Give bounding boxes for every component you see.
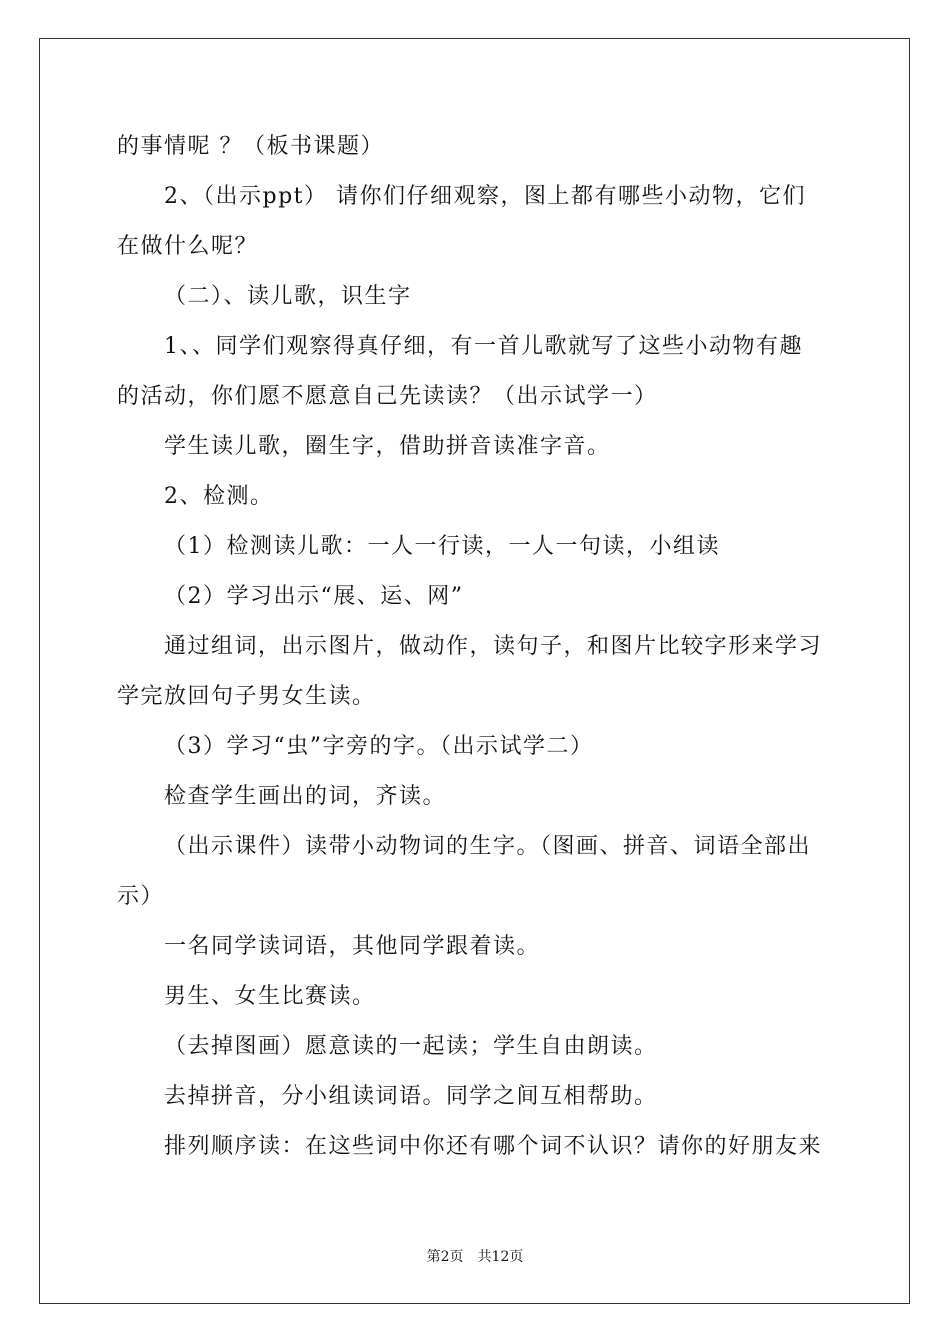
document-body	[117, 122, 837, 1172]
text-line: 的活动，你们愿不愿意自己先读读？（出示试学一）	[117, 384, 658, 409]
page-number-footer: 第2页 共12页	[426, 1249, 524, 1265]
text-line: （二）、读儿歌，识生字	[164, 284, 412, 309]
text-line: 学生读儿歌，圈生字，借助拼音读准字音。	[164, 434, 611, 459]
text-line: 的事情呢 ？（板书课题）	[117, 134, 384, 159]
text-line: 排列顺序读：在这些词中你还有哪个词不认识？请你的好朋友来	[164, 1134, 823, 1159]
text-line: 一名同学读词语，其他同学跟着读。	[164, 934, 541, 959]
text-line: 通过组词，出示图片，做动作，读句子，和图片比较字形来学习	[164, 634, 823, 659]
text-line: 检查学生画出的词，齐读。	[164, 784, 447, 809]
text-line: 在做什么呢？	[117, 234, 259, 259]
text-line: （出示课件）读带小动物词的生字。（图画、拼音、词语全部出	[164, 834, 812, 859]
text-line: 学完放回句子男女生读。	[117, 684, 376, 709]
text-line: 2、（出示ppt） 请你们仔细观察，图上都有哪些小动物，它们	[164, 184, 806, 209]
text-line: 男生、女生比赛读。	[164, 984, 376, 1009]
text-line: （3）学习“虫”字旁的字。（出示试学二）	[164, 734, 594, 759]
text-line: （去掉图画）愿意读的一起读；学生自由朗读。	[164, 1034, 658, 1059]
text-line: 示）	[117, 884, 165, 909]
text-line: 2、检测。	[164, 484, 274, 509]
text-line: （2）学习出示“展、运、网”	[164, 584, 464, 609]
text-line: 1、、同学们观察得真仔细，有一首儿歌就写了这些小动物有趣	[164, 334, 803, 359]
text-line: （1）检测读儿歌：一人一行读，一人一句读，小组读	[164, 534, 720, 559]
text-line: 去掉拼音，分小组读词语。同学之间互相帮助。	[164, 1084, 658, 1109]
